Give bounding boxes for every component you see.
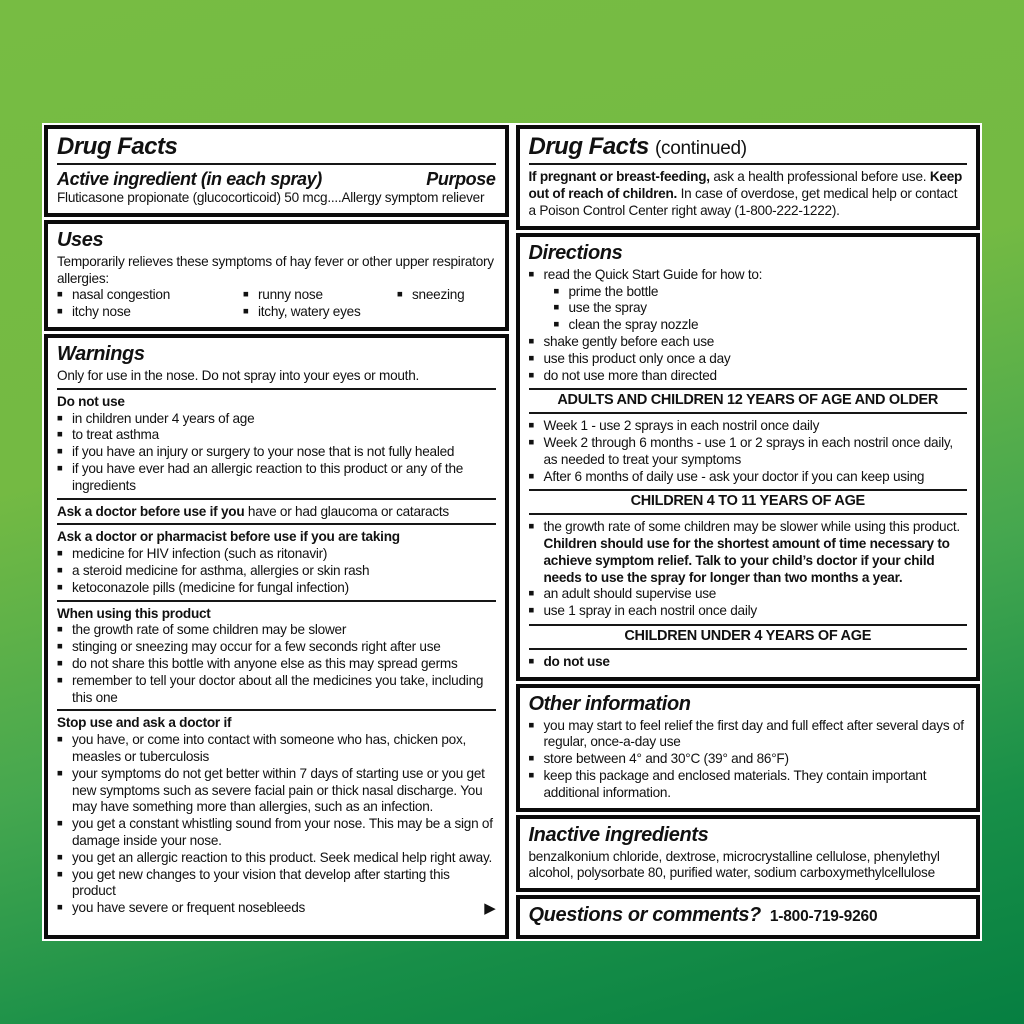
section-drug-facts-continued — [516, 125, 981, 230]
list-item: ■ if you have an injury or surgery to your nose that is not fully healed — [57, 444, 496, 461]
symptom-item: ■ sneezing — [397, 287, 496, 304]
drug-facts-title: Drug Facts — [57, 133, 178, 160]
when-using-list — [57, 622, 496, 706]
divider — [529, 163, 968, 165]
right-column — [516, 125, 981, 939]
list-item: ■ After 6 months of daily use - ask your doctor if you can keep using — [529, 469, 968, 486]
list-item: ■ your symptoms do not get better within 7 days of starting use or you get new symptoms such as severe facial pain or thick nasal discharge. You may have something more than allergies, such as an infection. — [57, 766, 496, 816]
list-item — [529, 519, 968, 586]
ask-doctor-line — [57, 504, 496, 521]
list-item: ■ you have, or come into contact with someone who has, chicken pox, measles or tuberculosis — [57, 732, 496, 766]
list-item: ■ use this product only once a day — [529, 351, 968, 368]
list-subitem: ■ clean the spray nozzle — [529, 317, 968, 334]
divider — [57, 523, 496, 525]
list-item: ■ Week 2 through 6 months - use 1 or 2 sprays in each nostril once daily, as needed to treat your symptoms — [529, 435, 968, 469]
list-item: ■ if you have ever had an allergic reaction to this product or any of the ingredients — [57, 461, 496, 495]
ask-pharmacist-list — [57, 546, 496, 596]
pregnancy-warning — [529, 169, 968, 219]
list-item: ■ you get an allergic reaction to this product. Seek medical help right away. — [57, 850, 496, 867]
list-item: ■ Week 1 - use 2 sprays in each nostril once daily — [529, 418, 968, 435]
list-item: ■ in children under 4 years of age — [57, 411, 496, 428]
list-item: ■ remember to tell your doctor about all the medicines you take, including this one — [57, 673, 496, 707]
pregnant-bold: If pregnant or breast-feeding, — [528, 169, 710, 185]
list-item: ■ you get a constant whistling sound from your nose. This may be a sign of damage inside your nose. — [57, 816, 496, 850]
uses-title: Uses — [57, 228, 104, 251]
list-item: ■ do not use — [529, 654, 968, 671]
section-other-information — [516, 684, 981, 812]
list-item: ■ do not share this bottle with anyone else as this may spread germs — [57, 656, 496, 673]
ask-pharmacist-heading: Ask a doctor or pharmacist before use if you are taking — [57, 529, 400, 545]
do-not-use-list — [57, 411, 496, 495]
questions-row — [529, 903, 968, 929]
list-item: ■ keep this package and enclosed materials. They contain important additional information. — [529, 768, 968, 802]
list-subitem: ■ prime the bottle — [529, 284, 968, 301]
list-item: ■ store between 4° and 30°C (39° and 86°F) — [529, 751, 968, 768]
uses-symptom-grid — [57, 287, 496, 321]
list-item: ■ an adult should supervise use — [529, 586, 968, 603]
warnings-intro: Only for use in the nose. Do not spray into your eyes or mouth. — [57, 368, 420, 384]
list-item: ■ shake gently before each use — [529, 334, 968, 351]
children-under-4-list — [529, 654, 968, 671]
growth-rate-normal: the growth rate of some children may be slower while using this product. — [543, 519, 960, 535]
list-item: ■ you get new changes to your vision that develop after starting this product — [57, 867, 496, 901]
list-item: ■ stinging or sneezing may occur for a few seconds right after use — [57, 639, 496, 656]
pregnant-rest: ask a health professional before use. — [709, 169, 930, 185]
left-column — [44, 125, 509, 939]
directions-list — [529, 267, 968, 385]
stop-use-heading: Stop use and ask a doctor if — [57, 715, 232, 731]
stop-use-list — [57, 732, 496, 917]
do-not-use-heading: Do not use — [57, 393, 125, 409]
keep-out-bold: Keep out of reach of children. — [528, 169, 963, 202]
list-item: ■ medicine for HIV infection (such as ritonavir) — [57, 546, 496, 563]
symptom-item: ■ nasal congestion — [57, 287, 239, 304]
list-item: ■ use 1 spray in each nostril once daily — [529, 603, 968, 620]
drug-facts-label — [42, 123, 982, 941]
questions-title: Questions or comments? — [528, 904, 761, 927]
questions-phone-number: 1-800-719-9260 — [769, 908, 878, 926]
divider — [57, 709, 496, 711]
drug-facts-continued-title-text: Drug Facts — [528, 133, 649, 160]
stop-use-last-bullet: ■ you have severe or frequent nosebleeds — [72, 900, 306, 916]
symptom-item: ■ itchy, watery eyes — [243, 304, 393, 321]
divider — [57, 600, 496, 602]
uses-intro: Temporarily relieves these symptoms of hay fever or other upper respiratory allergies: — [57, 253, 494, 286]
symptom-item: ■ runny nose — [243, 287, 393, 304]
divider — [57, 388, 496, 390]
ask-doctor-bold: Ask a doctor before use if you — [57, 503, 245, 519]
inactive-ingredients-text: benzalkonium chloride, dextrose, microcrystalline cellulose, phenylethyl alcohol, polysorbate 80, purified water, sodium carboxymethylcellulose — [528, 848, 940, 881]
adults-12-plus-header: ADULTS AND CHILDREN 12 YEARS OF AGE AND OLDER — [529, 388, 968, 414]
list-item — [57, 900, 496, 917]
directions-title: Directions — [528, 241, 623, 264]
active-ingredient-line: Fluticasone propionate (glucocorticoid) 50 mcg....Allergy symptom reliever — [57, 190, 485, 206]
list-item: ■ to treat asthma — [57, 427, 496, 444]
other-information-title: Other information — [528, 692, 691, 715]
section-uses — [44, 220, 509, 331]
active-ingredient-heading: Active ingredient (in each spray) — [57, 169, 322, 190]
list-item: ■ the growth rate of some children may be slower — [57, 622, 496, 639]
list-item: ■ read the Quick Start Guide for how to: — [529, 267, 968, 284]
divider — [57, 498, 496, 500]
list-item: ■ do not use more than directed — [529, 368, 968, 385]
ask-doctor-rest: have or had glaucoma or cataracts — [244, 503, 449, 519]
divider — [57, 163, 496, 165]
list-item: ■ you may start to feel relief the first day and full effect after several days of regular, once-a-day use — [529, 718, 968, 752]
purpose-heading: Purpose — [426, 169, 496, 190]
when-using-heading: When using this product — [57, 605, 211, 621]
continued-arrow-icon: ▶ — [484, 900, 496, 918]
symptom-item: ■ itchy nose — [57, 304, 239, 321]
list-item: ■ ketoconazole pills (medicine for fungal infection) — [57, 580, 496, 597]
growth-rate-bold: Children should use for the shortest amount of time necessary to achieve symptom relief. Talk to your child’s doctor if your child needs to use the spray for longer than two months a year. — [543, 535, 950, 585]
warnings-title: Warnings — [57, 343, 145, 366]
drug-facts-continued-title — [529, 134, 968, 160]
section-questions — [516, 895, 981, 939]
section-drug-facts-header — [44, 125, 509, 217]
section-inactive-ingredients — [516, 815, 981, 893]
children-4-11-header: CHILDREN 4 TO 11 YEARS OF AGE — [529, 489, 968, 515]
section-warnings — [44, 334, 509, 939]
section-directions — [516, 233, 981, 681]
other-information-list — [529, 718, 968, 802]
continued-suffix: (continued) — [655, 138, 747, 159]
active-ingredient-header-row — [57, 169, 496, 190]
adults-12-plus-list — [529, 418, 968, 485]
children-under-4-header: CHILDREN UNDER 4 YEARS OF AGE — [529, 624, 968, 650]
keep-out-rest: In case of overdose, get medical help or contact a Poison Control Center right away (1-800-222-1222). — [528, 186, 958, 218]
list-subitem: ■ use the spray — [529, 300, 968, 317]
list-item: ■ a steroid medicine for asthma, allergies or skin rash — [57, 563, 496, 580]
children-4-11-list — [529, 519, 968, 620]
inactive-ingredients-title: Inactive ingredients — [528, 823, 709, 846]
